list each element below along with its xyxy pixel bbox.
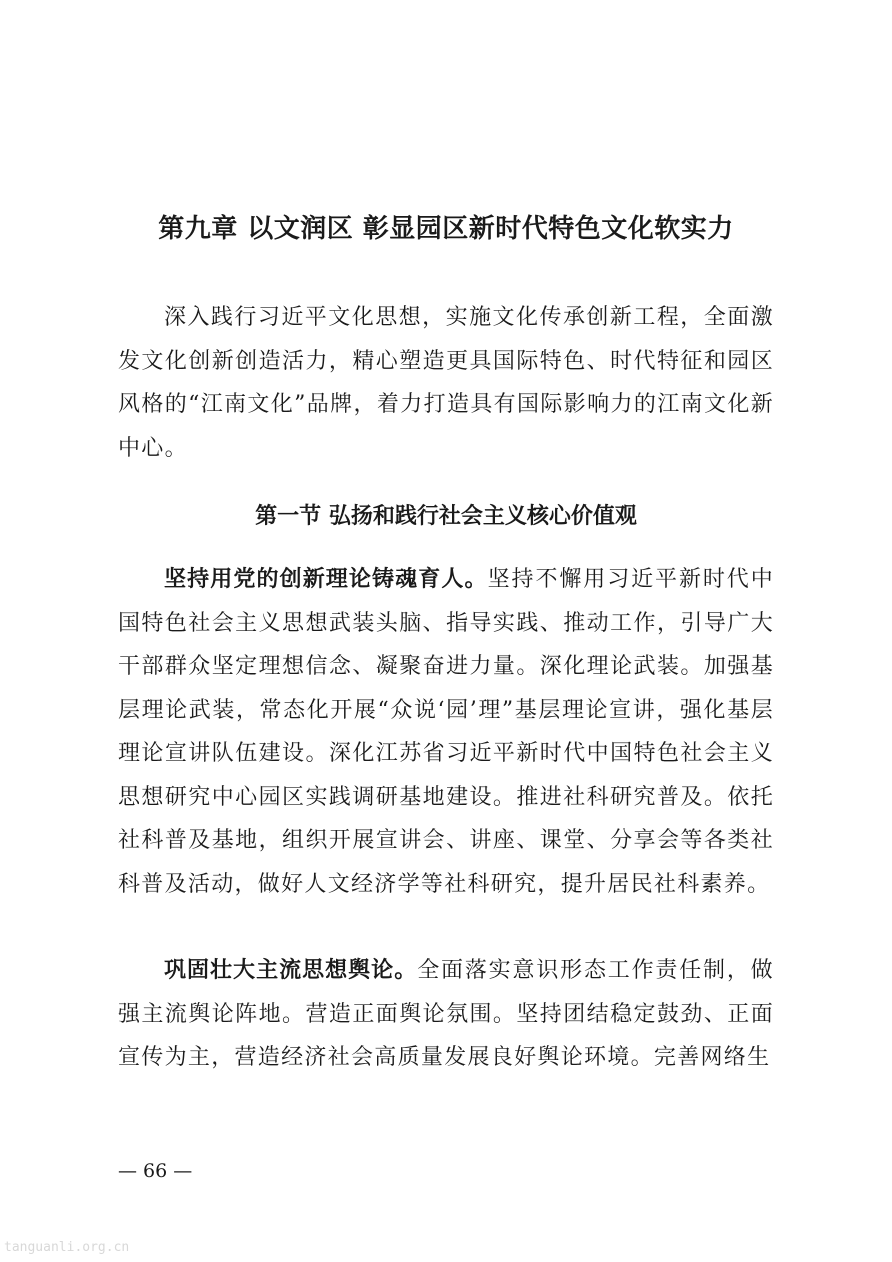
paragraph-opinion — [118, 949, 774, 1080]
section-title: 第一节 弘扬和践行社会主义核心价值观 — [255, 504, 637, 529]
paragraph-opinion-lead: 巩固壮大主流思想舆论。 — [164, 958, 418, 983]
chapter-title: 第九章 以文润区 彰显园区新时代特色文化软实力 — [158, 214, 734, 244]
paragraph-opinion-body: 全面落实意识形态工作责任制，做强主流舆论阵地。营造正面舆论氛围。坚持团结稳定鼓劲、正面宣传为主，营造经济社会高质量发展良好舆论环境。完善网络生 — [118, 958, 774, 1070]
paragraph-theory — [118, 558, 774, 906]
watermark: tanguanli.org.cn — [4, 1240, 130, 1255]
paragraph-theory-body: 坚持不懈用习近平新时代中国特色社会主义思想武装头脑、指导实践、推动工作，引导广大干部群众坚定理想信念、凝聚奋进力量。深化理论武装。加强基层理论武装，常态化开展“众说‘园’理”基层理论宣讲，强化基层理论宣讲队伍建设。深化江苏省习近平新时代中国特色社会主义思想研究中心园区实践调研基地建设。推进社科研究普及。依托社科普及基地，组织开展宣讲会、讲座、课堂、分享会等各类社科普及活动，做好人文经济学等社科研究，提升居民社科素养。 — [118, 567, 774, 897]
paragraph-theory-lead: 坚持用党的创新理论铸魂育人。 — [164, 567, 488, 592]
page-number: — 66 — — [118, 1160, 193, 1182]
intro-paragraph: 深入践行习近平文化思想，实施文化传承创新工程，全面激发文化创新创造活力，精心塑造更具国际特色、时代特征和园区风格的“江南文化”品牌，着力打造具有国际影响力的江南文化新中心。 — [118, 305, 774, 461]
